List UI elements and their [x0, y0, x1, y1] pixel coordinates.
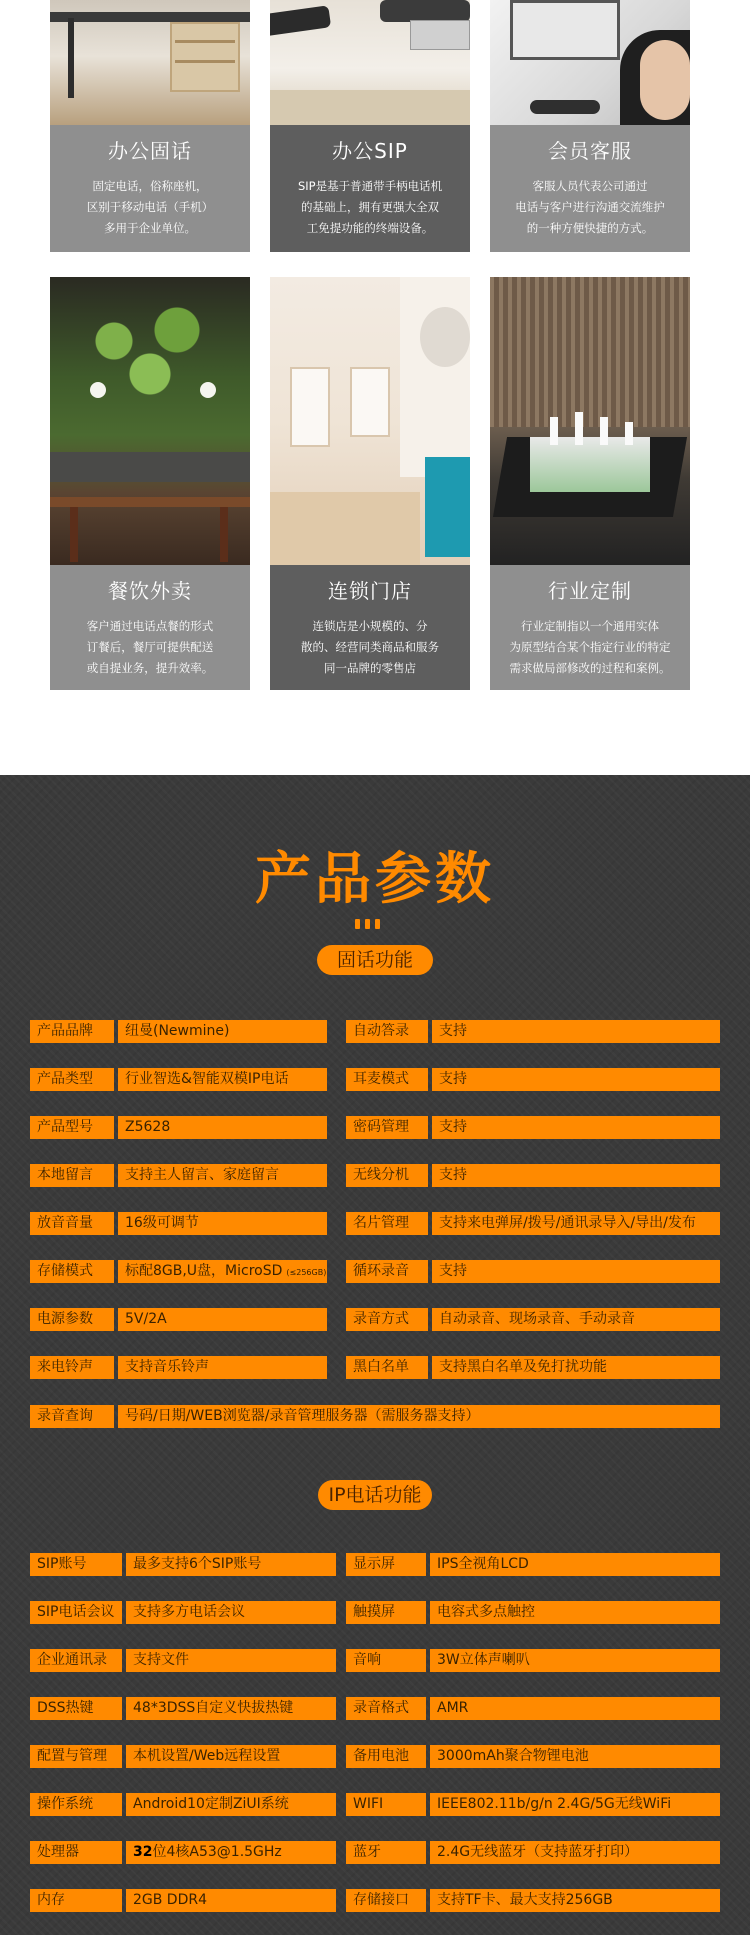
param-key: 循环录音: [346, 1260, 428, 1283]
param-value: 最多支持6个SIP账号: [126, 1553, 336, 1576]
param-key: 本地留言: [30, 1164, 114, 1187]
param-value: 2GB DDR4: [126, 1889, 336, 1912]
scenario-title: 连锁门店: [328, 579, 412, 603]
param-value: 2.4G无线蓝牙（支持蓝牙打印）: [430, 1841, 720, 1864]
section-pill-landline: 固话功能: [317, 945, 433, 975]
scenario-title: 餐饮外卖: [108, 579, 192, 603]
param-key: 操作系统: [30, 1793, 122, 1816]
param-key: 放音音量: [30, 1212, 114, 1235]
scenario-desc: SIP是基于普通带手柄电话机 的基础上，拥有更强大全双 工免提功能的终端设备。: [297, 179, 443, 235]
scenario-title: 办公SIP: [332, 139, 408, 163]
param-key: 备用电池: [346, 1745, 426, 1768]
param-key: 显示屏: [346, 1553, 426, 1576]
scenario-title: 行业定制: [548, 579, 632, 603]
scenario-card-chain-store: [270, 277, 470, 690]
scenario-label: [490, 125, 690, 252]
param-value: AMR: [430, 1697, 720, 1720]
scenario-card-catering: [50, 277, 250, 690]
param-key: 电源参数: [30, 1308, 114, 1331]
param-key: 名片管理: [346, 1212, 428, 1235]
param-key: 无线分机: [346, 1164, 428, 1187]
param-value: 支持文件: [126, 1649, 336, 1672]
param-value: 支持黑白名单及免打扰功能: [432, 1356, 720, 1379]
headset-agent-photo: [490, 0, 690, 125]
param-value: IEEE802.11b/g/n 2.4G/5G无线WiFi: [430, 1793, 720, 1816]
param-key: 产品型号: [30, 1116, 114, 1139]
param-value: 支持: [432, 1068, 720, 1091]
param-value: Z5628: [118, 1116, 327, 1139]
office-desk-photo: [50, 0, 250, 125]
scenario-section: [0, 0, 750, 775]
param-value: 行业智选&智能双模IP电话: [118, 1068, 327, 1091]
scenario-label: [50, 565, 250, 690]
param-key: SIP电话会议: [30, 1601, 122, 1624]
scenario-card-member-service: [490, 0, 690, 252]
param-value: 支持: [432, 1260, 720, 1283]
meeting-table-photo: [270, 0, 470, 125]
section-pill-ip-phone: IP电话功能: [318, 1480, 432, 1510]
param-value: 5V/2A: [118, 1308, 327, 1331]
param-key: 录音格式: [346, 1697, 426, 1720]
param-value: 48*3DSS自定义快拔热键: [126, 1697, 336, 1720]
title-dots: [355, 914, 395, 924]
param-key: 录音查询: [30, 1405, 114, 1428]
param-value: 支持来电弹屏/拨号/通讯录导入/导出/发布: [432, 1212, 720, 1235]
param-value: 32位4核A53@1.5GHz: [126, 1841, 336, 1864]
scenario-label: [490, 565, 690, 690]
scenario-label: [50, 125, 250, 252]
param-value: 支持TF卡、最大支持256GB: [430, 1889, 720, 1912]
scenario-card-office-landline: [50, 0, 250, 252]
param-key: 内存: [30, 1889, 122, 1912]
param-key: 触摸屏: [346, 1601, 426, 1624]
scenario-title: 办公固话: [108, 139, 192, 163]
param-value: 支持主人留言、家庭留言: [118, 1164, 327, 1187]
param-key: 来电铃声: [30, 1356, 114, 1379]
param-value: 支持: [432, 1020, 720, 1043]
product-params-section: [0, 775, 750, 1935]
scenario-desc: 客服人员代表公司通过 电话与客户进行沟通交流维护 的一种方便快捷的方式。: [515, 179, 665, 235]
scenario-label: [270, 565, 470, 690]
param-value: 支持: [432, 1164, 720, 1187]
param-key: SIP账号: [30, 1553, 122, 1576]
param-key: 自动答录: [346, 1020, 428, 1043]
store-interior-photo: [270, 277, 470, 565]
param-value: 号码/日期/WEB浏览器/录音管理服务器（需服务器支持）: [118, 1405, 720, 1428]
scenario-desc: 客户通过电话点餐的形式 订餐后，餐厅可提供配送 或自提业务，提升效率。: [86, 619, 214, 675]
scenario-label: [270, 125, 470, 252]
param-key: 音响: [346, 1649, 426, 1672]
param-value: 纽曼(Newmine): [118, 1020, 327, 1043]
param-value: 3000mAh聚合物锂电池: [430, 1745, 720, 1768]
param-key: 产品类型: [30, 1068, 114, 1091]
param-key: 录音方式: [346, 1308, 428, 1331]
param-key: WIFI: [346, 1793, 426, 1816]
scenario-desc: 连锁店是小规模的、分 散的、经营同类商品和服务 同一品牌的零售店: [301, 619, 439, 675]
scenario-desc: 固定电话，俗称座机， 区别于移动电话（手机） 多用于企业单位。: [86, 179, 214, 235]
param-value: 标配8GB,U盘，MicroSD (≤256GB): [118, 1260, 327, 1283]
param-key: 存储接口: [346, 1889, 426, 1912]
param-value: 16级可调节: [118, 1212, 327, 1235]
param-key: 耳麦模式: [346, 1068, 428, 1091]
scenario-card-office-sip: [270, 0, 470, 252]
scenario-title: 会员客服: [548, 139, 632, 163]
scenario-desc: 行业定制指以一个通用实体 为原型结合某个指定行业的特定 需求做局部修改的过程和案例。: [509, 619, 671, 675]
restaurant-photo: [50, 277, 250, 565]
param-value: 支持: [432, 1116, 720, 1139]
param-value: 支持多方电话会议: [126, 1601, 336, 1624]
scenario-card-industry-custom: [490, 277, 690, 690]
param-value: 电容式多点触控: [430, 1601, 720, 1624]
param-key: 蓝牙: [346, 1841, 426, 1864]
param-key: 配置与管理: [30, 1745, 122, 1768]
param-value: 自动录音、现场录音、手动录音: [432, 1308, 720, 1331]
param-value: Android10定制ZiUI系统: [126, 1793, 336, 1816]
param-key: 企业通讯录: [30, 1649, 122, 1672]
param-key: 密码管理: [346, 1116, 428, 1139]
params-title: 产品参数: [255, 847, 495, 912]
param-key: 黑白名单: [346, 1356, 428, 1379]
sand-table-model-photo: [490, 277, 690, 565]
param-key: 产品品牌: [30, 1020, 114, 1043]
param-value: 3W立体声喇叭: [430, 1649, 720, 1672]
param-key: DSS热键: [30, 1697, 122, 1720]
param-value: 本机设置/Web远程设置: [126, 1745, 336, 1768]
param-value: IPS全视角LCD: [430, 1553, 720, 1576]
param-value: 支持音乐铃声: [118, 1356, 327, 1379]
param-key: 处理器: [30, 1841, 122, 1864]
param-key: 存储模式: [30, 1260, 114, 1283]
